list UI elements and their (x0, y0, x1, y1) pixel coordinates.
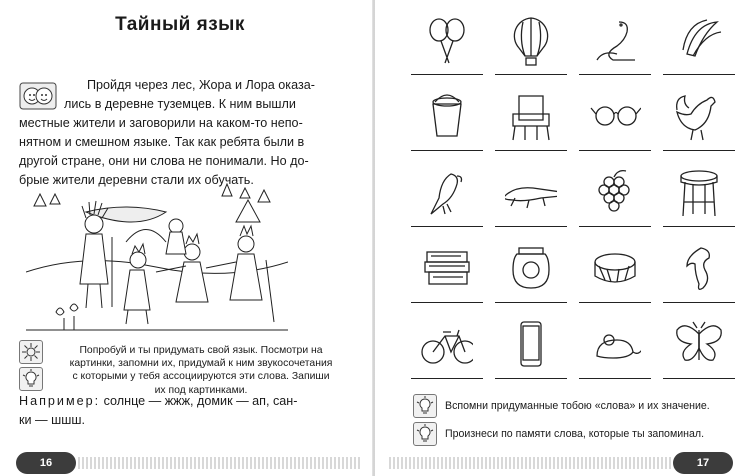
picture-cell (495, 88, 567, 158)
lightbulb-icon (19, 367, 43, 391)
footer-stripe (389, 457, 671, 469)
picture-cell (495, 164, 567, 234)
lightbulb-icon (413, 394, 437, 418)
picture-cell (579, 88, 651, 158)
answer-line[interactable] (495, 226, 567, 227)
picture-cell (579, 164, 651, 234)
answer-line[interactable] (495, 378, 567, 379)
task-line: картинки, запомни их, придумай к ним звукосочетания (69, 358, 333, 370)
answer-line[interactable] (579, 226, 651, 227)
story-line: нятном и смешном языке. Так как ребята были в (19, 135, 305, 149)
rooster-icon (673, 92, 725, 142)
hot-air-balloon-icon (505, 16, 557, 66)
hint-text: Произнеси по памяти слова, которые ты запоминал. (445, 428, 705, 440)
picture-cell (411, 164, 483, 234)
glasses-icon (589, 92, 641, 142)
bucket-icon (421, 92, 473, 142)
example-line: солнце — жжж, домик — ап, сан- (100, 394, 298, 408)
answer-line[interactable] (663, 302, 735, 303)
picture-cell (411, 240, 483, 310)
bicycle-icon (421, 320, 473, 370)
task-icons (19, 340, 45, 394)
picture-cell (663, 164, 735, 234)
rackets-icon (421, 16, 473, 66)
lightbulb-icon (413, 422, 437, 446)
hint-row (413, 422, 733, 446)
phone-icon (505, 320, 557, 370)
example-line: ки — шшш. (19, 413, 85, 427)
story-line: другой стране, они ни слова не понимали. Но до- (19, 154, 309, 168)
village-illustration (26, 182, 288, 332)
answer-line[interactable] (663, 74, 735, 75)
picture-cell (411, 316, 483, 386)
bananas-icon (673, 16, 725, 66)
picture-cell (495, 240, 567, 310)
seahorse-icon (673, 244, 725, 294)
drum-icon (589, 244, 641, 294)
page-number: 17 (673, 452, 733, 474)
story-line: Пройдя через лес, Жора и Лора оказа- (87, 78, 315, 92)
mouse-icon (589, 320, 641, 370)
answer-line[interactable] (495, 150, 567, 151)
parrot-icon (421, 168, 473, 218)
picture-cell (663, 88, 735, 158)
answer-line[interactable] (579, 74, 651, 75)
example-label: Например: (19, 394, 101, 408)
picture-cell (663, 316, 735, 386)
picture-cell (411, 12, 483, 82)
picture-cell (663, 12, 735, 82)
answer-line[interactable] (411, 74, 483, 75)
sun-icon (19, 340, 43, 364)
armchair-icon (505, 92, 557, 142)
left-page (0, 0, 374, 476)
answer-line[interactable] (663, 150, 735, 151)
answer-line[interactable] (495, 302, 567, 303)
answer-line[interactable] (411, 378, 483, 379)
answer-line[interactable] (663, 378, 735, 379)
story-text (19, 76, 357, 190)
answer-line[interactable] (495, 74, 567, 75)
picture-cell (495, 12, 567, 82)
story-line: местные жители и заговорили на каком-то непо- (19, 116, 303, 130)
picture-cell (579, 240, 651, 310)
crocodile-icon (505, 168, 557, 218)
answer-line[interactable] (579, 302, 651, 303)
answer-line[interactable] (411, 302, 483, 303)
story-line: брые жители деревни стали их обучать. (19, 173, 254, 187)
story-line: лись в деревне туземцев. К ним вышли (64, 97, 296, 111)
cobra-icon (589, 16, 641, 66)
right-page (375, 0, 749, 476)
footer-stripe (78, 457, 360, 469)
answer-line[interactable] (411, 226, 483, 227)
task-line: Попробуй и ты придумать свой язык. Посмотри на (79, 345, 323, 356)
picture-cell (579, 12, 651, 82)
stool-icon (673, 168, 725, 218)
picture-cell (411, 88, 483, 158)
picture-cell (495, 316, 567, 386)
grapes-icon (589, 168, 641, 218)
picture-cell (579, 316, 651, 386)
hint-row (413, 394, 733, 418)
butterfly-icon (673, 320, 725, 370)
page-title: Тайный язык (115, 14, 245, 35)
jar-icon (505, 244, 557, 294)
answer-line[interactable] (663, 226, 735, 227)
answer-line[interactable] (411, 150, 483, 151)
answer-line[interactable] (579, 150, 651, 151)
task-text (52, 344, 350, 397)
hint-text: Вспомни придуманные тобою «слова» и их значение. (445, 400, 710, 412)
task-line: их под картинками. (154, 384, 248, 396)
books-icon (421, 244, 473, 294)
page-number: 16 (16, 452, 76, 474)
example-text (19, 392, 349, 430)
picture-cell (663, 240, 735, 310)
answer-line[interactable] (579, 378, 651, 379)
task-line: с которыми у тебя ассоциируются эти слова. Запиши (72, 371, 330, 383)
